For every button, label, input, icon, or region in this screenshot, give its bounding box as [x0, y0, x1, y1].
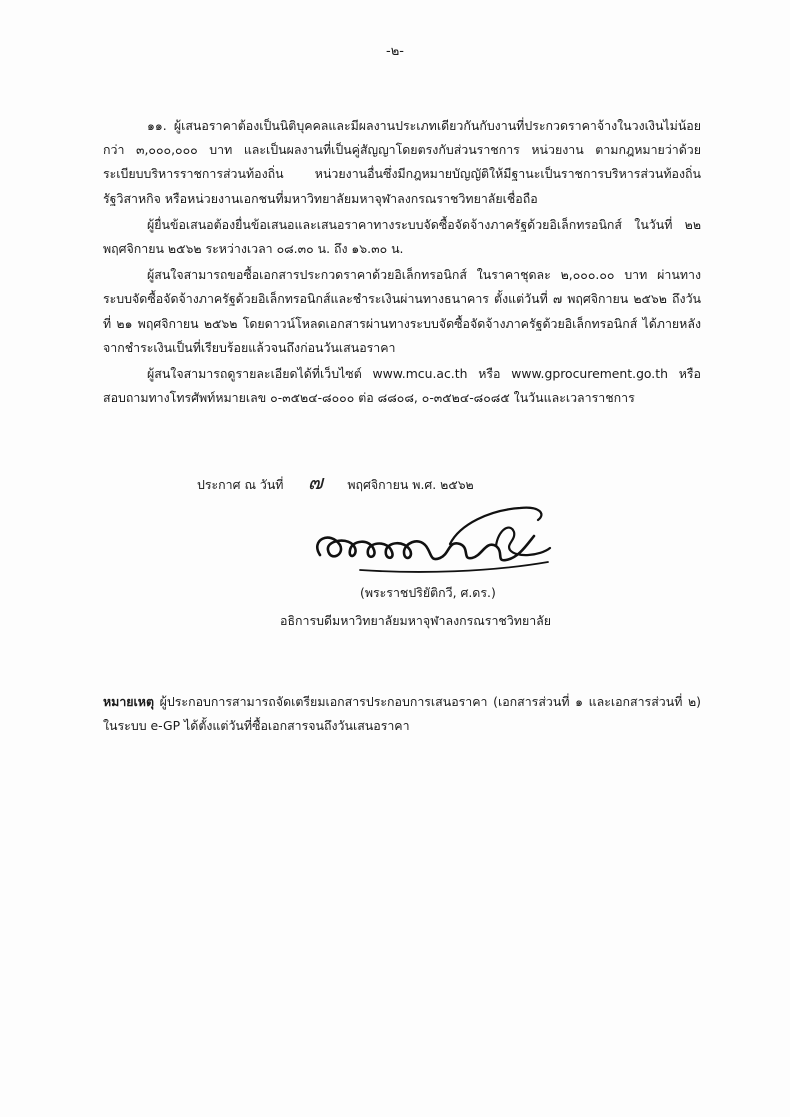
announcement-date	[197, 466, 474, 498]
remark-label: หมายเหตุ	[103, 694, 155, 709]
remark-note	[103, 690, 701, 738]
date-prefix: ประกาศ ณ วันที่	[197, 477, 284, 492]
date-day-handwritten: ๗	[307, 470, 323, 494]
announcement-body	[103, 114, 701, 412]
signer-name: (พระราชปริยัติกวี, ศ.ดร.)	[360, 585, 496, 600]
remark-text: ผู้ประกอบการสามารถจัดเตรียมเอกสารประกอบการเสนอราคา (เอกสารส่วนที่ ๑ และเอกสารส่วนที่ ๒) ในระบบ e-GP ได้ตั้งแต่วันที่ซื้อเอกสารจนถึงวันเสนอราคา	[103, 694, 701, 734]
date-month-year: พฤศจิกายน พ.ศ. ๒๕๖๒	[347, 477, 474, 492]
paragraph-contact: ผู้สนใจสามารถดูรายละเอียดได้ที่เว็บไซต์ www.mcu.ac.th หรือ www.gprocurement.go.th หรือสอบถามทางโทรศัพท์หมายเลข ๐-๓๕๒๔-๘๐๐๐ ต่อ ๘๘๐๘, ๐-๓๕๒๔-๘๐๘๕ ในวันและเวลาราชการ	[103, 366, 701, 406]
paragraph-qualification: ๑๑. ผู้เสนอราคาต้องเป็นนิติบุคคลและมีผลงานประเภทเดียวกันกับงานที่ประกวดราคาจ้างในวงเงินไม่น้อยกว่า ๓,๐๐๐,๐๐๐ บาท และเป็นผลงานที่เป็นคู่สัญญาโดยตรงกับส่วนราชการ หน่วยงาน ตามกฎหมายว่าด้วยระเบียบบริหารราชการส่วนท้องถิ่น หน่วยงานอื่นซึ่งมีกฎหมายบัญญัติให้มีฐานะเป็นราชการบริหารส่วนท้องถิ่น รัฐวิสาหกิจ หรือหน่วยงานเอกชนที่มหาวิทยาลัยมหาจุฬาลงกรณราชวิทยาลัยเชื่อถือ	[103, 118, 701, 206]
paragraph-purchase: ผู้สนใจสามารถขอซื้อเอกสารประกวดราคาด้วยอิเล็กทรอนิกส์ ในราคาชุดละ ๒,๐๐๐.๐๐ บาท ผ่านทางระบบจัดซื้อจัดจ้างภาครัฐด้วยอิเล็กทรอนิกส์และชำระเงินผ่านทางธนาคาร ตั้งแต่วันที่ ๗ พฤศจิกายน ๒๕๖๒ ถึงวันที่ ๒๑ พฤศจิกายน ๒๕๖๒ โดยดาวน์โหลดเอกสารผ่านทางระบบจัดซื้อจัดจ้างภาครัฐด้วยอิเล็กทรอนิกส์ ได้ภายหลังจากชำระเงินเป็นที่เรียบร้อยแล้วจนถึงก่อนวันเสนอราคา	[103, 267, 701, 355]
signature-graphic	[300, 500, 560, 580]
paragraph-submission: ผู้ยื่นข้อเสนอต้องยื่นข้อเสนอและเสนอราคาทางระบบจัดซื้อจัดจ้างภาครัฐด้วยอิเล็กทรอนิกส์ ในวันที่ ๒๒ พฤศจิกายน ๒๕๖๒ ระหว่างเวลา ๐๘.๓๐ น. ถึง ๑๖.๓๐ น.	[103, 216, 701, 257]
page-number: -๒-	[386, 44, 404, 59]
signer-title: อธิการบดีมหาวิทยาลัยมหาจุฬาลงกรณราชวิทยาลัย	[280, 613, 552, 628]
